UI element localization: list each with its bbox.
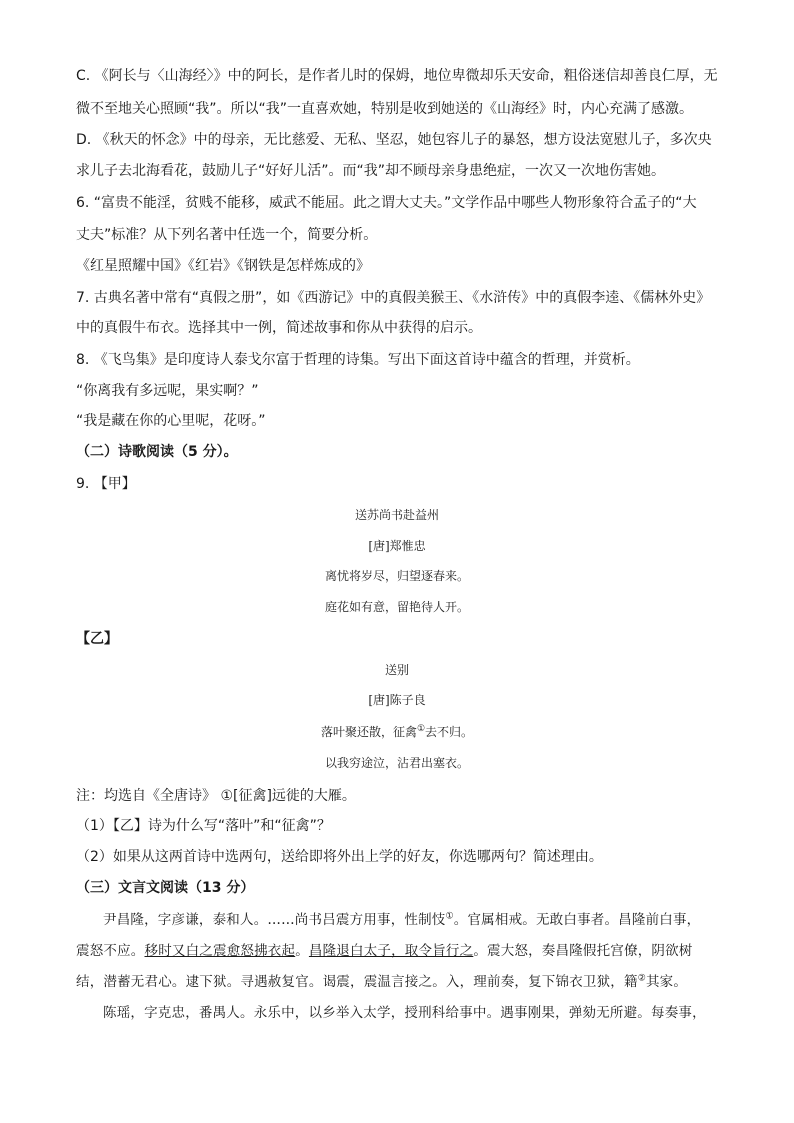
option-d-line-2: 求儿子去北海看花，鼓励儿子“好好儿活”。而“我”却不顾母亲身患绝症，一次又一次地伤害她。 bbox=[76, 163, 666, 179]
classical-para-1-line-2 bbox=[76, 941, 726, 961]
question-6-line-1: 6. “富贵不能淫，贫贱不能移，威武不能屈。此之谓大丈夫。”文学作品中哪些人物形象符合孟子的“大 bbox=[76, 195, 697, 211]
underlined-sentence-2: 昌隆退白太子，取令旨行之 bbox=[308, 943, 474, 959]
question-7-line-1: 7. 古典名著中常有“真假之册”，如《西游记》中的真假美猴王、《水浒传》中的真假李逵、《儒林外史》 bbox=[76, 290, 711, 306]
option-c-line-2: 微不至地关心照顾“我”。所以“我”一直喜欢她，特别是收到她送的《山海经》时，内心充满了感激。 bbox=[76, 101, 694, 117]
classical-text: 。官属相戒。无敢白事者。昌隆前白事， bbox=[453, 912, 701, 928]
poem-jia-author: [唐]郑惟忠 bbox=[368, 539, 426, 553]
classical-text: 。震大怒，奏昌隆假托宫僚，阴欲树 bbox=[473, 943, 693, 959]
classical-text: 其家。 bbox=[645, 974, 688, 990]
poem-yi-line-1a: 落叶聚还散，征禽 bbox=[320, 725, 417, 739]
question-9-1: （1）【乙】诗为什么写“落叶”和“征禽”？ bbox=[76, 818, 331, 834]
footnote-marker: ② bbox=[637, 973, 646, 984]
question-7-line-2: 中的真假牛布衣。选择其中一例，简述故事和你从中获得的启示。 bbox=[76, 320, 482, 336]
question-9-label: 9. 【甲】 bbox=[76, 476, 136, 492]
poem-yi-author: [唐]陈子良 bbox=[368, 693, 426, 707]
poem-yi-title: 送别 bbox=[384, 663, 409, 677]
question-8-quote-2: “我是藏在你的心里呢，花呀。” bbox=[76, 413, 266, 429]
footnote-marker: ① bbox=[445, 911, 454, 922]
poem-jia-line-1: 离忧将岁尽，归望逐春来。 bbox=[324, 569, 469, 583]
classical-text: 尹昌隆，字彦谦，泰和人。……尚书吕震方用事，性制忮 bbox=[103, 912, 446, 928]
underlined-sentence-1: 移时又白之震愈怒拂衣起 bbox=[144, 943, 296, 959]
poem-yi-label: 【乙】 bbox=[76, 631, 118, 647]
option-c-line-1: C. 《阿长与〈山海经〉》中的阿长，是作者儿时的保姆，地位卑微却乐天安命，粗俗迷信却善良仁厚，无 bbox=[76, 68, 718, 84]
poem-yi-line-2: 以我穷途泣，沾君出塞衣。 bbox=[324, 756, 469, 770]
section-2-heading: （二）诗歌阅读（5 分）。 bbox=[76, 444, 238, 460]
section-3-heading: （三）文言文阅读（13 分） bbox=[76, 880, 255, 896]
classical-para-2-line-1: 陈瑶，字克忠，番禺人。永乐中，以乡举入太学，授刑科给事中。遇事刚果，弹劾无所避。每奏事， bbox=[103, 1005, 706, 1021]
classical-text: 。 bbox=[295, 943, 309, 959]
poem-jia-title: 送苏尚书赴益州 bbox=[354, 508, 439, 522]
footnote: 注：均选自《全唐诗》 ①[征禽]远徙的大雁。 bbox=[76, 788, 356, 804]
question-9-2: （2）如果从这两首诗中选两句，送给即将外出上学的好友，你选哪两句？简述理由。 bbox=[76, 849, 603, 865]
question-8-line-1: 8. 《飞鸟集》是印度诗人泰戈尔富于哲理的诗集。写出下面这首诗中蕴含的哲理，并赏析。 bbox=[76, 352, 640, 368]
classical-para-1-line-3 bbox=[76, 972, 726, 992]
poem-yi-line-1 bbox=[0, 723, 794, 741]
question-8-quote-1: “你离我有多远呢，果实啊？” bbox=[76, 383, 259, 399]
question-6-books: 《红星照耀中国》《红岩》《钢铁是怎样炼成的》 bbox=[76, 258, 370, 274]
classical-text: 结，潜蓄无君心。逮下狱。寻遇赦复官。谒震，震温言接之。入，理前奏，复下锦衣卫狱，籍 bbox=[76, 974, 638, 990]
question-6-line-2: 丈夫”标准？从下列名著中任选一个，简要分析。 bbox=[76, 227, 378, 243]
poem-jia-line-2: 庭花如有意，留艳待人开。 bbox=[324, 600, 469, 614]
poem-yi-line-1b: 去不归。 bbox=[425, 725, 474, 739]
classical-para-1-line-1 bbox=[76, 910, 726, 930]
footnote-marker: ① bbox=[416, 724, 426, 734]
option-d-line-1: D. 《秋天的怀念》中的母亲，无比慈爱、无私、坚忍，她包容儿子的暴怒，想方设法宽慰儿子，多次央 bbox=[76, 132, 712, 148]
classical-text: 震怒不应。 bbox=[76, 943, 145, 959]
